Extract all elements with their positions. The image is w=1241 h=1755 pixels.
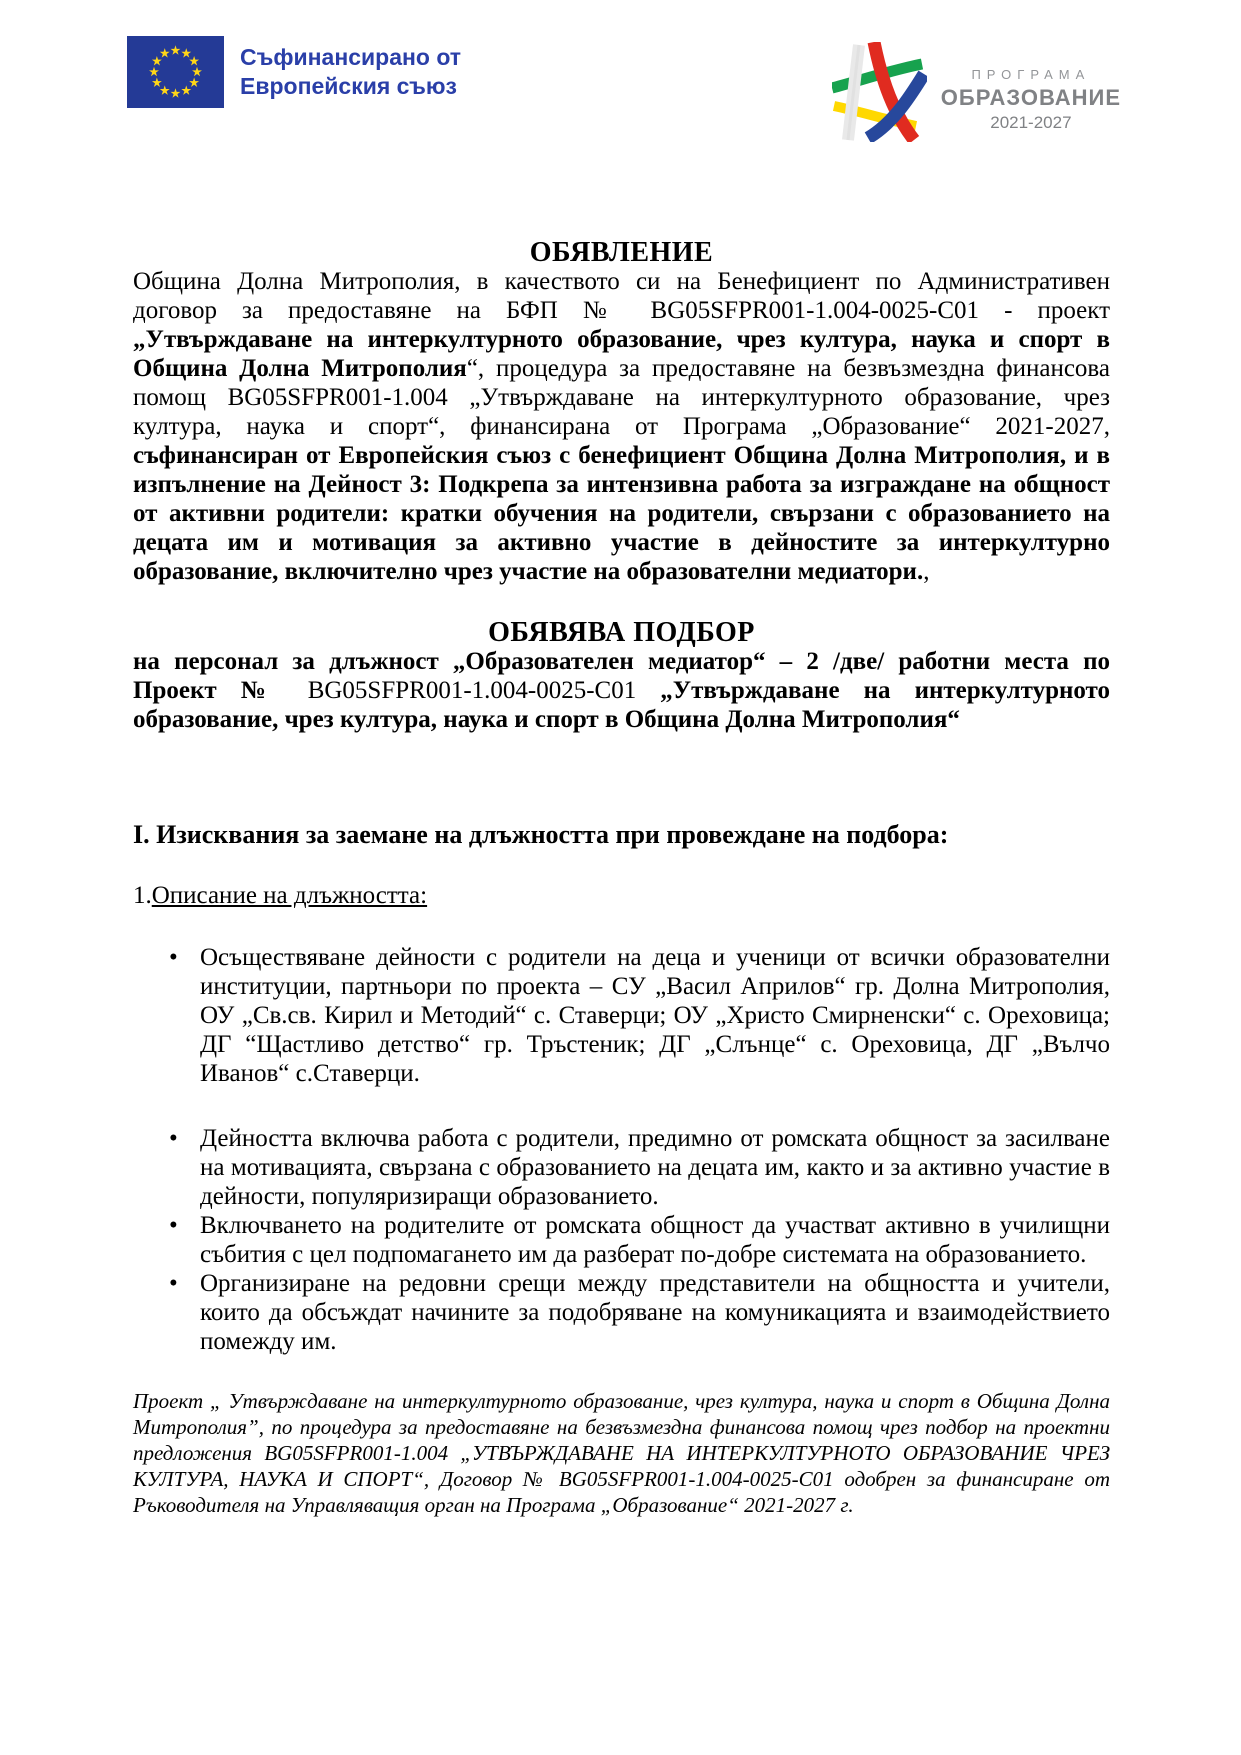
eu-logo-caption (240, 43, 461, 101)
intro-seg2-bold: „Утвърждаване на интеркултурното образование, чрез култура, наука и спорт в Община Долна Митрополия (133, 326, 1110, 382)
position-seg2-plain: BG05SFPR001-1.004-0025-C01 (307, 677, 661, 704)
program-ribbons-icon (832, 42, 927, 142)
program-logo-line3: 2021-2027 (990, 113, 1072, 132)
program-logo-caption (941, 67, 1121, 133)
header-logos (0, 0, 1241, 142)
list-item: • Осъществяване дейности с родители на деца и ученици от всички образователни институции, партньори по проекта – СУ „Васил Априлов“ гр. Долна Митрополия, ОУ „Св.св. Кирил и Методий“ с. Ставерци; ОУ „Христо Смирненски“ с. Ореховица; ДГ “Щастливо детство“ гр. Тръстеник; ДГ „Слънце“ с. Ореховица, ДГ „Вълчо Иванов“ с.Ставерци. (133, 943, 1110, 1088)
intro-paragraph (133, 267, 1110, 586)
section1-subheading (133, 881, 1110, 910)
intro-seg5: , (923, 558, 930, 585)
announce-heading: ОБЯВЯВА ПОДБОР (488, 617, 755, 648)
section1-heading: I. Изисквания за заемане на длъжността при провеждане на подбора: (133, 820, 949, 849)
list-item: • Организиране на редовни срещи между представители на общността и учители, които да обсъждат начините за подобряване на комуникацията и взаимодействието помежду им. (133, 1269, 1110, 1356)
intro-seg3: “, процедура за предоставяне на безвъзмездна финансова помощ BG05SFPR001-1.004 „Утвърждаване на интеркултурното образование, чрез култура, наука и спорт“, финансирана от Програма „Образование“ 2021-2027, (133, 355, 1110, 440)
list-item: • Дейността включва работа с родители, предимно от ромската общност за засилване на мотивацията, свързана с образованието на децата им, както и за активно участие в дейности, популяризиращи образованието. (133, 1124, 1110, 1211)
duties-list (133, 943, 1110, 1356)
document-title: ОБЯВЛЕНИЕ (529, 237, 714, 268)
eu-flag-icon (127, 36, 224, 108)
eu-cofunded-logo (127, 36, 461, 108)
position-seg1-bold: на персонал за длъжност „Образователен медиатор“ – 2 /две/ работни места по Проект № (133, 648, 1110, 704)
program-logo-line2: ОБРАЗОВАНИЕ (940, 85, 1121, 110)
intro-seg4-bold: съфинансиран от Европейския съюз с бенефициент Община Долна Митрополия, и в изпълнение на Дейност 3: Подкрепа за интензивна работа за изграждане на общност от активни родители: кратки обучения на родители, свързани с образованието на децата им и мотивация за активно участие в дейностите за интеркултурно образование, включително чрез участие на образователни медиатори. (133, 442, 1110, 585)
position-paragraph (133, 647, 1110, 734)
document-content (0, 239, 1241, 1518)
project-footer-note: Проект „ Утвърждаване на интеркултурното образование, чрез култура, наука и спорт в Община Долна Митрополия”, по процедура за предоставяне на безвъзмездна финансова помощ чрез подбор на проектни предложения BG05SFPR001-1.004 „УТВЪРЖДАВАНЕ НА ИНТЕРКУЛТУРНОТО ОБРАЗОВАНИЕ ЧРЕЗ КУЛТУРА, НАУКА И СПОРТ“, Договор № BG05SFPR001-1.004-0025-C01 одобрен за финансиране от Ръководителя на Управляващия орган на Програма „Образование“ 2021-2027 г. (133, 1389, 1110, 1517)
subheading-title: Описание на длъжността: (151, 882, 428, 909)
eu-logo-caption-line2: Европейския съюз (240, 73, 457, 99)
program-logo-line1: ПРОГРАМА (971, 67, 1091, 82)
subheading-number: 1. (133, 882, 152, 909)
list-item: • Включването на родителите от ромската общност да участват активно в училищни събития с цел подпомагането им да разберат по-добре системата на образованието. (133, 1211, 1110, 1269)
intro-seg1: Община Долна Митрополия, в качеството си на Бенефициент по Административен договор за предоставяне на БФП № BG05SFPR001-1.004-0025-C01 - проект (133, 268, 1110, 324)
program-education-logo (832, 42, 1121, 142)
eu-logo-caption-line1: Съфинансирано от (240, 44, 462, 70)
position-seg3-bold: „Утвърждаване на интеркултурното образование, чрез култура, наука и спорт в Община Долна Митрополия“ (133, 677, 1110, 733)
